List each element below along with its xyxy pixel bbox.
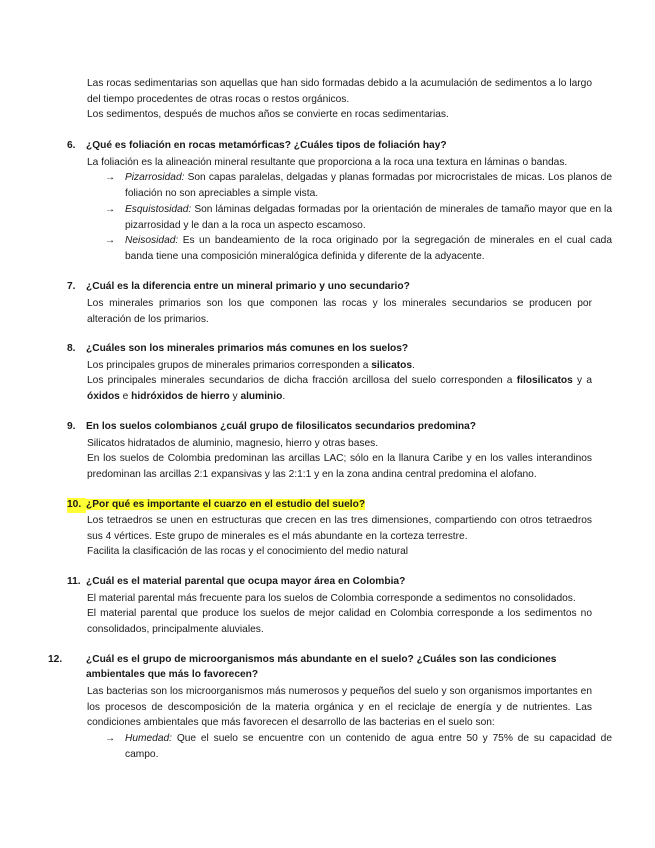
bullet-text: Son láminas delgadas formadas por la orientación de minerales de tamaño mayor que en la pizarrosidad y le dan a la roca un aspecto escamoso. <box>125 204 612 231</box>
bullet-term: Pizarrosidad: <box>125 172 185 183</box>
question-9-answer-2: En los suelos de Colombia predominan las arcillas LAC; sólo en la llanura Caribe y en los valles interandinos predominan las arcillas 2:1 expansivas y las 2:1:1 y en la zona andina central predomina el alofano. <box>87 453 592 480</box>
answer-text: Los principales grupos de minerales primarios corresponden a <box>87 360 372 371</box>
answer-text: y <box>229 390 241 402</box>
answer-bold-term: aluminio <box>240 390 283 402</box>
bullet-term: Humedad: <box>125 733 173 744</box>
arrow-right-icon: → <box>105 235 116 246</box>
question-10-answer-2: Facilita la clasificación de las rocas y el conocimiento del medio natural <box>87 546 409 557</box>
question-title: ¿Cuál es el material parental que ocupa mayor área en Colombia? <box>86 576 406 587</box>
question-number: 11. <box>67 576 81 587</box>
question-title: ¿Cuáles son los minerales primarios más comunes en los suelos? <box>86 343 409 354</box>
bullet-text: Que el suelo se encuentre con un contenido de agua entre 50 y 75% de su capacidad de campo. <box>125 733 612 760</box>
question-title: ¿Por qué es importante el cuarzo en el estudio del suelo? <box>86 499 366 510</box>
bullet-item <box>105 233 612 264</box>
question-number: 6. <box>67 140 76 151</box>
question-8-heading <box>67 342 594 357</box>
intro-paragraph-2: Los sedimentos, después de muchos años se convierte en rocas sedimentarias. <box>87 109 449 120</box>
answer-text: y a <box>572 375 593 386</box>
answer-text: . <box>412 360 415 371</box>
question-8-answer-2 <box>87 373 592 404</box>
question-number: 12. <box>48 654 63 665</box>
question-12-heading <box>48 653 613 682</box>
question-7-heading <box>67 280 594 295</box>
question-title: ¿Qué es foliación en rocas metamórficas? ¿Cuáles tipos de foliación hay? <box>86 140 447 151</box>
bullet-term: Esquistosidad: <box>125 204 192 215</box>
answer-bold-term: filosilicatos <box>516 375 573 386</box>
arrow-right-icon: → <box>105 204 116 215</box>
question-7-answer: Los minerales primarios son los que componen las rocas y los minerales secundarios se producen por alteración de los primarios. <box>87 298 592 325</box>
bullet-item <box>105 731 612 762</box>
answer-text: Los principales minerales secundarios de dicha fracción arcillosa del suelo corresponden a <box>87 375 517 386</box>
question-9-answer: Silicatos hidratados de aluminio, magnesio, hierro y otras bases. <box>87 438 379 449</box>
bullet-term: Neisosidad: <box>125 235 179 246</box>
question-title: ¿Cuál es el grupo de microorganismos más abundante en el suelo? ¿Cuáles son las condiciones ambientales que más lo favorecen? <box>86 654 557 680</box>
answer-bold-term: óxidos <box>87 390 120 402</box>
question-11-heading <box>67 575 594 590</box>
question-6-answer: La foliación es la alineación mineral resultante que proporciona a la roca una textura en láminas o bandas. <box>87 157 568 168</box>
question-number: 9. <box>67 421 76 432</box>
answer-text: e <box>119 390 132 402</box>
question-title: En los suelos colombianos ¿cuál grupo de filosilicatos secundarios predomina? <box>86 421 477 432</box>
arrow-right-icon: → <box>105 172 116 183</box>
answer-bold-term: silicatos <box>371 360 413 371</box>
question-11-answer: El material parental más frecuente para los suelos de Colombia corresponde a sedimentos no consolidados. <box>87 593 576 604</box>
question-10-answer: Los tetraedros se unen en estructuras que crecen en las tres dimensiones, compartiendo con otros tetraedros sus 4 vértices. Este grupo de minerales es el más abundante en la corteza terrestre. <box>87 515 592 542</box>
question-number: 8. <box>67 343 76 354</box>
question-11-answer-2: El material parental que produce los suelos de mejor calidad en Colombia corresponde a los sedimentos no consolidados, principalmente aluviales. <box>87 608 592 635</box>
arrow-right-icon: → <box>105 733 116 744</box>
question-8-answer <box>87 358 592 374</box>
question-title: ¿Cuál es la diferencia entre un mineral primario y uno secundario? <box>86 281 410 292</box>
bullet-text: Es un bandeamiento de la roca originado por la segregación de minerales en el cual cada banda tiene una composición mineralógica definida y diferente de la adyacente. <box>125 235 612 262</box>
bullet-item <box>105 170 612 201</box>
question-6-heading <box>67 139 594 154</box>
question-number: 10. <box>67 498 86 513</box>
bullet-item <box>105 202 612 233</box>
question-12-answer: Las bacterias son los microorganismos más numerosos y pequeños del suelo y son organismos importantes en los procesos de descomposición de la materia orgánica y en el reciclaje de energía y de nutrientes. Las condiciones ambientales que más favorecen el desarrollo de las bacterias en el suelo son: <box>87 686 592 728</box>
question-number: 7. <box>67 281 76 292</box>
answer-bold-term: hidróxidos de hierro <box>131 390 230 402</box>
question-10-heading <box>67 498 594 513</box>
answer-text: . <box>282 390 286 402</box>
bullet-text: Son capas paralelas, delgadas y planas formadas por microcristales de micas. Los planos de foliación no son apreciables a simple vista. <box>125 172 612 199</box>
question-9-heading <box>67 420 594 435</box>
intro-paragraph: Las rocas sedimentarias son aquellas que han sido formadas debido a la acumulación de sedimentos a lo largo del tiempo procedentes de otras rocas o restos orgánicos. <box>87 78 592 105</box>
